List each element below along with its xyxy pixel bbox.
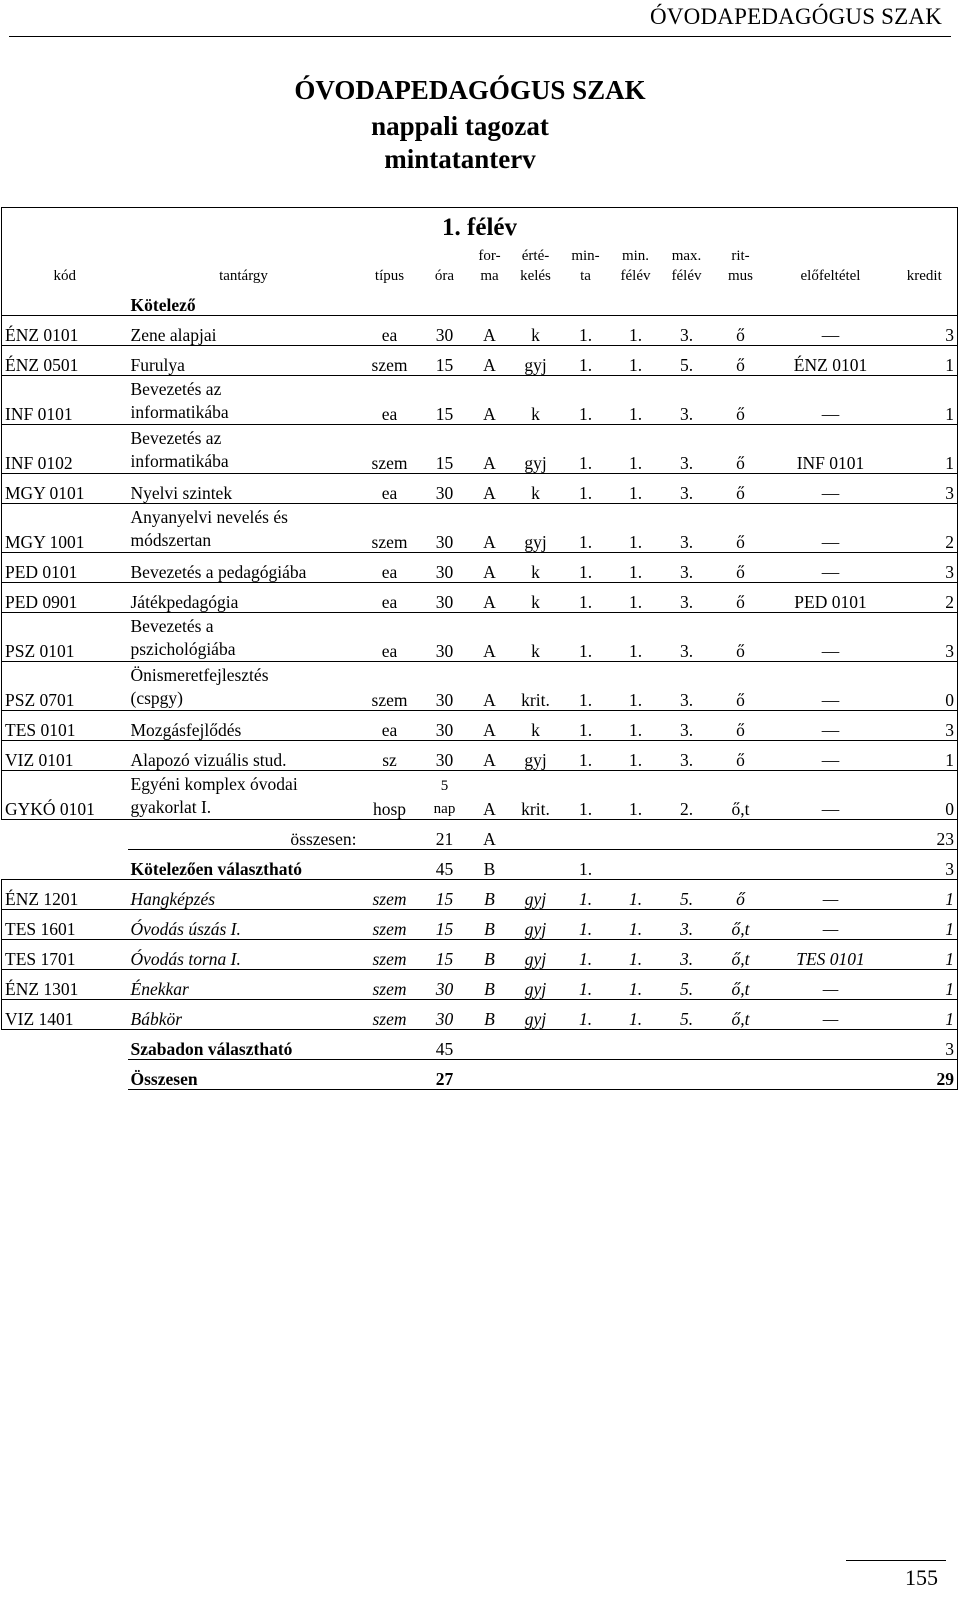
cell-tipus: ea bbox=[360, 316, 420, 346]
cell-tantargy: Bábkör bbox=[128, 1000, 360, 1030]
cell-tipus: ea bbox=[360, 613, 420, 662]
cell-minta: 1. bbox=[562, 910, 610, 940]
table-row bbox=[2, 1000, 958, 1030]
szabad-ora: 45 bbox=[420, 1030, 470, 1060]
cell-min-felev: 1. bbox=[610, 741, 662, 771]
cell-min-felev: 1. bbox=[610, 970, 662, 1000]
cell-min-felev: 1. bbox=[610, 316, 662, 346]
cell-minta: 1. bbox=[562, 940, 610, 970]
table-row bbox=[2, 880, 958, 910]
cell-ritmus: ő bbox=[712, 662, 770, 711]
cell-elofeltetel: — bbox=[770, 771, 892, 820]
cell-kredit: 3 bbox=[892, 316, 958, 346]
cell-ora: 30 bbox=[420, 662, 470, 711]
kotelezo-label: Kötelező bbox=[128, 286, 892, 316]
szabad-label: Szabadon választható bbox=[128, 1030, 420, 1060]
cell-kredit: 0 bbox=[892, 662, 958, 711]
cell-kredit: 3 bbox=[892, 613, 958, 662]
cell-ertekeles: gyj bbox=[510, 940, 562, 970]
cell-kod: MGY 1001 bbox=[2, 504, 128, 553]
col-tipus: típus bbox=[374, 268, 405, 284]
cell-max-felev: 5. bbox=[662, 1000, 712, 1030]
cell-ritmus: ő bbox=[712, 376, 770, 425]
cell-kredit: 1 bbox=[892, 741, 958, 771]
cell-kod: VIZ 1401 bbox=[2, 1000, 128, 1030]
cell-ritmus: ő,t bbox=[712, 771, 770, 820]
cell-min-felev: 1. bbox=[610, 583, 662, 613]
cell-tantargy: Zene alapjai bbox=[128, 316, 360, 346]
cell-min-felev: 1. bbox=[610, 553, 662, 583]
cell-ertekeles: gyj bbox=[510, 970, 562, 1000]
cell-ertekeles: gyj bbox=[510, 880, 562, 910]
cell-ertekeles: k bbox=[510, 711, 562, 741]
cell-elofeltetel: — bbox=[770, 316, 892, 346]
cell-ritmus: ő bbox=[712, 880, 770, 910]
cell-max-felev: 3. bbox=[662, 553, 712, 583]
cell-ritmus: ő bbox=[712, 711, 770, 741]
cell-min-felev: 1. bbox=[610, 504, 662, 553]
total-ora: 27 bbox=[420, 1060, 470, 1090]
cell-ertekeles: k bbox=[510, 583, 562, 613]
cell-elofeltetel: — bbox=[770, 711, 892, 741]
cell-tipus: szem bbox=[360, 346, 420, 376]
cell-kredit: 3 bbox=[892, 553, 958, 583]
cell-minta: 1. bbox=[562, 771, 610, 820]
cell-max-felev: 5. bbox=[662, 346, 712, 376]
table-row bbox=[2, 741, 958, 771]
cell-forma: A bbox=[470, 474, 510, 504]
cell-minta: 1. bbox=[562, 711, 610, 741]
table-row bbox=[2, 346, 958, 376]
cell-forma: A bbox=[470, 376, 510, 425]
kotval-row bbox=[2, 850, 958, 880]
cell-min-felev: 1. bbox=[610, 613, 662, 662]
cell-ora: 30 bbox=[420, 316, 470, 346]
col-max-felev: max. félév bbox=[671, 248, 702, 284]
cell-min-felev: 1. bbox=[610, 711, 662, 741]
cell-ertekeles: k bbox=[510, 316, 562, 346]
cell-tantargy: Hangképzés bbox=[128, 880, 360, 910]
cell-ertekeles: k bbox=[510, 376, 562, 425]
cell-tantargy: Anyanyelvi nevelés és módszertan bbox=[128, 504, 360, 553]
cell-kod: ÉNZ 1201 bbox=[2, 880, 128, 910]
osszesen-label: összesen: bbox=[128, 820, 360, 850]
cell-ora: 30 bbox=[420, 474, 470, 504]
cell-ora: 30 bbox=[420, 711, 470, 741]
table-row bbox=[2, 910, 958, 940]
cell-ritmus: ő bbox=[712, 316, 770, 346]
cell-max-felev: 3. bbox=[662, 425, 712, 474]
cell-tipus: szem bbox=[360, 880, 420, 910]
cell-tantargy: Önismeretfejlesztés (cspgy) bbox=[128, 662, 360, 711]
cell-forma: A bbox=[470, 316, 510, 346]
cell-elofeltetel: — bbox=[770, 613, 892, 662]
table-row bbox=[2, 474, 958, 504]
cell-tipus: hosp bbox=[360, 771, 420, 820]
cell-minta: 1. bbox=[562, 1000, 610, 1030]
cell-tipus: szem bbox=[360, 970, 420, 1000]
cell-ritmus: ő bbox=[712, 504, 770, 553]
table-row bbox=[2, 711, 958, 741]
total-row bbox=[2, 1060, 958, 1090]
cell-minta: 1. bbox=[562, 553, 610, 583]
cell-ritmus: ő,t bbox=[712, 970, 770, 1000]
cell-tipus: szem bbox=[360, 662, 420, 711]
cell-tantargy: Bevezetés a pedagógiába bbox=[128, 553, 360, 583]
cell-kod: ÉNZ 1301 bbox=[2, 970, 128, 1000]
cell-forma: B bbox=[470, 910, 510, 940]
cell-kredit: 1 bbox=[892, 425, 958, 474]
cell-ertekeles: k bbox=[510, 553, 562, 583]
page-subtitle-2: mintatanterv bbox=[384, 144, 536, 174]
page-number: 155 bbox=[905, 1565, 938, 1590]
cell-kredit: 1 bbox=[892, 346, 958, 376]
cell-ertekeles: gyj bbox=[510, 741, 562, 771]
cell-ora: 30 bbox=[420, 1000, 470, 1030]
cell-forma: A bbox=[470, 346, 510, 376]
cell-ertekeles: krit. bbox=[510, 662, 562, 711]
cell-ora: 15 bbox=[420, 940, 470, 970]
cell-elofeltetel: — bbox=[770, 504, 892, 553]
table-row bbox=[2, 662, 958, 711]
cell-tantargy: Énekkar bbox=[128, 970, 360, 1000]
cell-forma: A bbox=[470, 553, 510, 583]
cell-kod: ÉNZ 0501 bbox=[2, 346, 128, 376]
cell-ritmus: ő bbox=[712, 474, 770, 504]
cell-tipus: szem bbox=[360, 940, 420, 970]
page-subtitle: nappali tagozat bbox=[371, 111, 549, 141]
kotval-minta: 1. bbox=[562, 850, 610, 880]
cell-ertekeles: krit. bbox=[510, 771, 562, 820]
page-title: ÓVODAPEDAGÓGUS SZAK bbox=[294, 75, 646, 105]
curriculum-table bbox=[1, 207, 958, 1090]
cell-ora: 15 bbox=[420, 425, 470, 474]
col-ritmus: rit- mus bbox=[727, 248, 753, 284]
cell-elofeltetel: — bbox=[770, 741, 892, 771]
kotval-kredit: 3 bbox=[892, 850, 958, 880]
cell-min-felev: 1. bbox=[610, 376, 662, 425]
cell-forma: A bbox=[470, 425, 510, 474]
cell-minta: 1. bbox=[562, 316, 610, 346]
cell-elofeltetel: ÉNZ 0101 bbox=[770, 346, 892, 376]
cell-forma: A bbox=[470, 741, 510, 771]
cell-kod: MGY 0101 bbox=[2, 474, 128, 504]
col-ora: óra bbox=[434, 268, 455, 284]
cell-tantargy: Bevezetés a pszichológiába bbox=[128, 613, 360, 662]
cell-elofeltetel: — bbox=[770, 970, 892, 1000]
cell-tipus: szem bbox=[360, 504, 420, 553]
cell-kod: INF 0102 bbox=[2, 425, 128, 474]
semester-title: 1. félév bbox=[2, 208, 958, 239]
cell-kredit: 1 bbox=[892, 880, 958, 910]
cell-ertekeles: gyj bbox=[510, 910, 562, 940]
cell-max-felev: 3. bbox=[662, 583, 712, 613]
table-row bbox=[2, 504, 958, 553]
cell-ertekeles: gyj bbox=[510, 425, 562, 474]
table-row bbox=[2, 376, 958, 425]
cell-ora: 15 bbox=[420, 880, 470, 910]
cell-tantargy: Egyéni komplex óvodai gyakorlat I. bbox=[128, 771, 360, 820]
cell-kredit: 3 bbox=[892, 711, 958, 741]
cell-max-felev: 3. bbox=[662, 940, 712, 970]
cell-max-felev: 5. bbox=[662, 970, 712, 1000]
table-row bbox=[2, 553, 958, 583]
cell-kod: VIZ 0101 bbox=[2, 741, 128, 771]
cell-forma: B bbox=[470, 880, 510, 910]
semester-row bbox=[2, 208, 958, 239]
szabad-kredit: 3 bbox=[892, 1030, 958, 1060]
osszesen-row bbox=[2, 820, 958, 850]
cell-tantargy: Játékpedagógia bbox=[128, 583, 360, 613]
cell-forma: B bbox=[470, 1000, 510, 1030]
cell-kod: PED 0901 bbox=[2, 583, 128, 613]
cell-max-felev: 3. bbox=[662, 613, 712, 662]
cell-minta: 1. bbox=[562, 583, 610, 613]
total-kredit: 29 bbox=[892, 1060, 958, 1090]
cell-ora: 30 bbox=[420, 553, 470, 583]
cell-ora: 30 bbox=[420, 741, 470, 771]
cell-tantargy: Óvodás úszás I. bbox=[128, 910, 360, 940]
cell-minta: 1. bbox=[562, 346, 610, 376]
cell-min-felev: 1. bbox=[610, 880, 662, 910]
cell-kod: ÉNZ 0101 bbox=[2, 316, 128, 346]
cell-minta: 1. bbox=[562, 970, 610, 1000]
cell-kod: TES 0101 bbox=[2, 711, 128, 741]
cell-max-felev: 2. bbox=[662, 771, 712, 820]
cell-min-felev: 1. bbox=[610, 425, 662, 474]
cell-kredit: 1 bbox=[892, 1000, 958, 1030]
cell-minta: 1. bbox=[562, 613, 610, 662]
cell-tipus: ea bbox=[360, 376, 420, 425]
cell-max-felev: 3. bbox=[662, 711, 712, 741]
cell-elofeltetel: — bbox=[770, 553, 892, 583]
cell-minta: 1. bbox=[562, 474, 610, 504]
cell-tipus: szem bbox=[360, 425, 420, 474]
cell-minta: 1. bbox=[562, 376, 610, 425]
cell-max-felev: 3. bbox=[662, 662, 712, 711]
total-label: Összesen bbox=[128, 1060, 420, 1090]
cell-min-felev: 1. bbox=[610, 474, 662, 504]
cell-forma: A bbox=[470, 711, 510, 741]
cell-tipus: ea bbox=[360, 583, 420, 613]
cell-tipus: ea bbox=[360, 711, 420, 741]
col-forma: for- ma bbox=[478, 248, 501, 284]
cell-ritmus: ő bbox=[712, 613, 770, 662]
cell-elofeltetel: PED 0101 bbox=[770, 583, 892, 613]
cell-tipus: ea bbox=[360, 553, 420, 583]
cell-elofeltetel: INF 0101 bbox=[770, 425, 892, 474]
col-kredit: kredit bbox=[892, 238, 958, 286]
cell-tantargy: Bevezetés az informatikába bbox=[128, 425, 360, 474]
cell-ora: 30 bbox=[420, 504, 470, 553]
cell-kredit: 3 bbox=[892, 474, 958, 504]
cell-tantargy: Alapozó vizuális stud. bbox=[128, 741, 360, 771]
cell-minta: 1. bbox=[562, 662, 610, 711]
cell-minta: 1. bbox=[562, 425, 610, 474]
osszesen-forma: A bbox=[470, 820, 510, 850]
cell-tipus: sz bbox=[360, 741, 420, 771]
col-elofeltetel: előfeltétel bbox=[800, 268, 861, 284]
footer-rule bbox=[846, 1560, 946, 1561]
column-header-row bbox=[2, 238, 958, 286]
cell-ertekeles: gyj bbox=[510, 504, 562, 553]
cell-max-felev: 3. bbox=[662, 474, 712, 504]
table-row bbox=[2, 940, 958, 970]
table-row bbox=[2, 613, 958, 662]
cell-max-felev: 5. bbox=[662, 880, 712, 910]
cell-ritmus: ő,t bbox=[712, 940, 770, 970]
col-min-felev: min. félév bbox=[620, 248, 651, 284]
cell-forma: A bbox=[470, 583, 510, 613]
cell-ritmus: ő bbox=[712, 583, 770, 613]
cell-kod: TES 1601 bbox=[2, 910, 128, 940]
szabad-row bbox=[2, 1030, 958, 1060]
kotval-label: Kötelezően választható bbox=[128, 850, 420, 880]
cell-elofeltetel: TES 0101 bbox=[770, 940, 892, 970]
cell-elofeltetel: — bbox=[770, 662, 892, 711]
cell-max-felev: 3. bbox=[662, 910, 712, 940]
cell-forma: A bbox=[470, 613, 510, 662]
kotval-ora: 45 bbox=[420, 850, 470, 880]
cell-kredit: 1 bbox=[892, 376, 958, 425]
cell-ertekeles: gyj bbox=[510, 1000, 562, 1030]
col-minta: min- ta bbox=[571, 248, 600, 284]
cell-kredit: 1 bbox=[892, 940, 958, 970]
cell-ora: 15 bbox=[420, 376, 470, 425]
cell-forma: B bbox=[470, 970, 510, 1000]
cell-elofeltetel: — bbox=[770, 376, 892, 425]
cell-tantargy: Nyelvi szintek bbox=[128, 474, 360, 504]
col-tantargy: tantárgy bbox=[219, 268, 268, 284]
cell-ora: 30 bbox=[420, 970, 470, 1000]
col-ertekeles: érté- kelés bbox=[520, 248, 551, 284]
cell-max-felev: 3. bbox=[662, 504, 712, 553]
cell-minta: 1. bbox=[562, 880, 610, 910]
cell-ritmus: ő,t bbox=[712, 1000, 770, 1030]
cell-min-felev: 1. bbox=[610, 662, 662, 711]
cell-tipus: ea bbox=[360, 474, 420, 504]
kotval-forma: B bbox=[470, 850, 510, 880]
cell-kod: TES 1701 bbox=[2, 940, 128, 970]
cell-ritmus: ő,t bbox=[712, 910, 770, 940]
table-row bbox=[2, 583, 958, 613]
cell-forma: A bbox=[470, 662, 510, 711]
table-row bbox=[2, 771, 958, 820]
cell-ora: 30 bbox=[420, 583, 470, 613]
cell-elofeltetel: — bbox=[770, 1000, 892, 1030]
cell-kredit: 2 bbox=[892, 504, 958, 553]
osszesen-kredit: 23 bbox=[892, 820, 958, 850]
cell-min-felev: 1. bbox=[610, 910, 662, 940]
cell-tipus: szem bbox=[360, 910, 420, 940]
kotelezo-label-row bbox=[2, 286, 958, 316]
cell-tantargy: Óvodás torna I. bbox=[128, 940, 360, 970]
cell-kredit: 2 bbox=[892, 583, 958, 613]
cell-ritmus: ő bbox=[712, 553, 770, 583]
cell-min-felev: 1. bbox=[610, 771, 662, 820]
cell-ritmus: ő bbox=[712, 346, 770, 376]
cell-min-felev: 1. bbox=[610, 1000, 662, 1030]
cell-minta: 1. bbox=[562, 741, 610, 771]
cell-tantargy: Bevezetés az informatikába bbox=[128, 376, 360, 425]
cell-ritmus: ő bbox=[712, 741, 770, 771]
cell-elofeltetel: — bbox=[770, 880, 892, 910]
cell-forma: B bbox=[470, 940, 510, 970]
cell-kredit: 0 bbox=[892, 771, 958, 820]
table-row bbox=[2, 425, 958, 474]
cell-elofeltetel: — bbox=[770, 474, 892, 504]
cell-ora: 30 bbox=[420, 613, 470, 662]
cell-ritmus: ő bbox=[712, 425, 770, 474]
cell-ora: 15 bbox=[420, 910, 470, 940]
cell-ertekeles: gyj bbox=[510, 346, 562, 376]
cell-tipus: szem bbox=[360, 1000, 420, 1030]
cell-kod: INF 0101 bbox=[2, 376, 128, 425]
cell-forma: A bbox=[470, 771, 510, 820]
cell-kredit: 1 bbox=[892, 970, 958, 1000]
cell-kod: GYKÓ 0101 bbox=[2, 771, 128, 820]
cell-elofeltetel: — bbox=[770, 910, 892, 940]
cell-max-felev: 3. bbox=[662, 741, 712, 771]
cell-max-felev: 3. bbox=[662, 376, 712, 425]
table-row bbox=[2, 316, 958, 346]
table-row bbox=[2, 970, 958, 1000]
cell-tantargy: Furulya bbox=[128, 346, 360, 376]
osszesen-ora: 21 bbox=[420, 820, 470, 850]
cell-ora: 15 bbox=[420, 346, 470, 376]
running-header: ÓVODAPEDAGÓGUS SZAK bbox=[650, 4, 942, 29]
cell-min-felev: 1. bbox=[610, 346, 662, 376]
cell-ertekeles: k bbox=[510, 474, 562, 504]
cell-kod: PED 0101 bbox=[2, 553, 128, 583]
cell-minta: 1. bbox=[562, 504, 610, 553]
cell-max-felev: 3. bbox=[662, 316, 712, 346]
cell-ertekeles: k bbox=[510, 613, 562, 662]
cell-kredit: 1 bbox=[892, 910, 958, 940]
cell-kod: PSZ 0101 bbox=[2, 613, 128, 662]
cell-forma: A bbox=[470, 504, 510, 553]
cell-tantargy: Mozgásfejlődés bbox=[128, 711, 360, 741]
cell-kod: PSZ 0701 bbox=[2, 662, 128, 711]
header-rule bbox=[9, 36, 951, 37]
cell-min-felev: 1. bbox=[610, 940, 662, 970]
col-kod: kód bbox=[2, 238, 128, 286]
cell-ora: 5 nap bbox=[420, 771, 470, 820]
